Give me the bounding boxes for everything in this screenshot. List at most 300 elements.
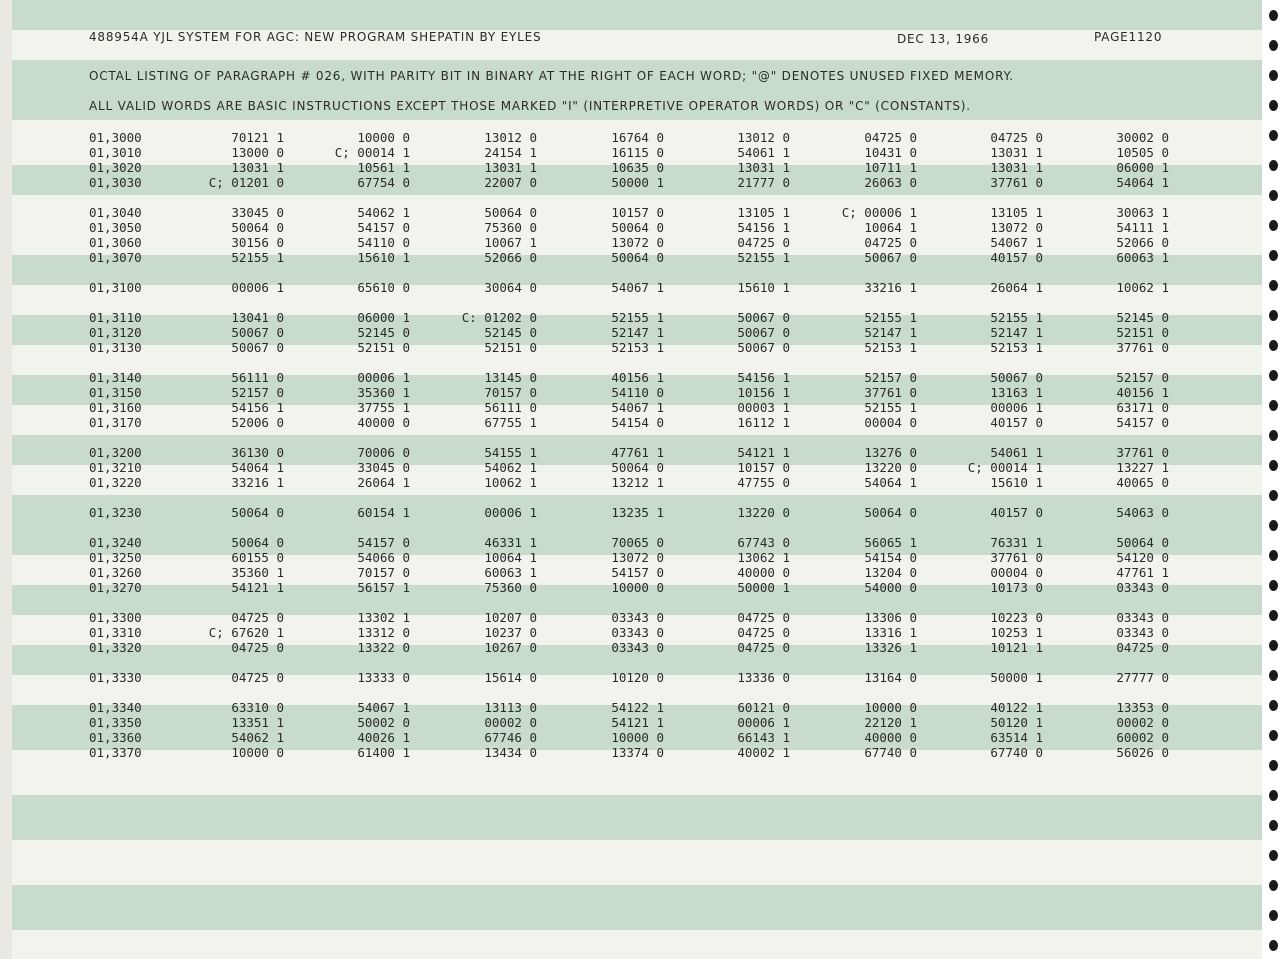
octal-word: 50064 0	[231, 535, 284, 550]
octal-word: 40157 0	[990, 250, 1043, 265]
feed-hole	[1269, 460, 1278, 471]
feed-hole	[1269, 430, 1278, 441]
listing-page	[12, 0, 1262, 959]
octal-word: 10000 0	[231, 745, 284, 760]
octal-word: 37761 0	[990, 550, 1043, 565]
row-address: 01,3000	[89, 130, 142, 145]
description-line-1: OCTAL LISTING OF PARAGRAPH # 026, WITH PARITY BIT IN BINARY AT THE RIGHT OF EACH WORD; "@" DENOTES UNUSED FIXED MEMORY.	[89, 69, 1014, 83]
feed-hole	[1269, 400, 1278, 411]
octal-word: 70006 0	[357, 445, 410, 460]
octal-word: 40156 1	[1116, 385, 1169, 400]
greenbar-band	[12, 885, 1262, 930]
octal-word: 13031 1	[737, 160, 790, 175]
row-address: 01,3300	[89, 610, 142, 625]
octal-word: 13164 0	[864, 670, 917, 685]
octal-word: 63514 1	[990, 730, 1043, 745]
octal-word: 16112 1	[737, 415, 790, 430]
row-address: 01,3140	[89, 370, 142, 385]
octal-word: 06000 1	[357, 310, 410, 325]
octal-word: 00003 1	[737, 400, 790, 415]
octal-word: 54120 0	[1116, 550, 1169, 565]
octal-word: 36130 0	[231, 445, 284, 460]
octal-word: 47761 1	[1116, 565, 1169, 580]
octal-word: 47755 0	[737, 475, 790, 490]
octal-word: 50000 1	[611, 175, 664, 190]
octal-word: 13062 1	[737, 550, 790, 565]
octal-word: 35360 1	[357, 385, 410, 400]
row-address: 01,3130	[89, 340, 142, 355]
octal-word: 13031 1	[990, 160, 1043, 175]
row-address: 01,3320	[89, 640, 142, 655]
row-address: 01,3210	[89, 460, 142, 475]
octal-word: 24154 1	[484, 145, 537, 160]
octal-word: 30002 0	[1116, 130, 1169, 145]
octal-word: 13163 1	[990, 385, 1043, 400]
octal-word: 03343 0	[611, 640, 664, 655]
octal-word: 10207 0	[484, 610, 537, 625]
octal-word: 26063 0	[864, 175, 917, 190]
octal-word: 56026 0	[1116, 745, 1169, 760]
feed-hole	[1269, 940, 1278, 951]
octal-word: 54061 1	[737, 145, 790, 160]
feed-hole	[1269, 160, 1278, 171]
octal-word: 54156 1	[737, 220, 790, 235]
octal-word: 15610 1	[990, 475, 1043, 490]
octal-word: 13333 0	[357, 670, 410, 685]
row-address: 01,3370	[89, 745, 142, 760]
row-address: 01,3150	[89, 385, 142, 400]
octal-word: 50067 0	[231, 325, 284, 340]
octal-word: 00002 0	[484, 715, 537, 730]
octal-word: 67746 0	[484, 730, 537, 745]
octal-word: 50067 0	[990, 370, 1043, 385]
octal-word: 10505 0	[1116, 145, 1169, 160]
octal-word: 13276 0	[864, 445, 917, 460]
octal-word: 10223 0	[990, 610, 1043, 625]
octal-word: 33045 0	[357, 460, 410, 475]
row-address: 01,3100	[89, 280, 142, 295]
row-address: 01,3030	[89, 175, 142, 190]
octal-word: 40156 1	[611, 370, 664, 385]
octal-word: 04725 0	[231, 640, 284, 655]
octal-word: 13316 1	[864, 625, 917, 640]
octal-word: 50064 0	[864, 505, 917, 520]
feed-hole	[1269, 730, 1278, 741]
octal-word: 67743 0	[737, 535, 790, 550]
octal-word: 40000 0	[864, 730, 917, 745]
octal-word: 13041 0	[231, 310, 284, 325]
octal-word: 75360 0	[484, 580, 537, 595]
octal-word: 70157 0	[357, 565, 410, 580]
octal-word: C; 67620 1	[208, 625, 284, 640]
octal-word: 13220 0	[737, 505, 790, 520]
octal-word: 35360 1	[231, 565, 284, 580]
octal-word: 10121 1	[990, 640, 1043, 655]
octal-word: 67755 1	[484, 415, 537, 430]
row-address: 01,3070	[89, 250, 142, 265]
octal-word: 00006 1	[357, 370, 410, 385]
feed-hole	[1269, 580, 1278, 591]
octal-word: 10431 0	[864, 145, 917, 160]
octal-word: 13374 0	[611, 745, 664, 760]
octal-word: 40157 0	[990, 415, 1043, 430]
row-address: 01,3010	[89, 145, 142, 160]
octal-word: 37761 0	[1116, 340, 1169, 355]
octal-word: 56111 0	[231, 370, 284, 385]
octal-word: 54061 1	[990, 445, 1043, 460]
row-address: 01,3340	[89, 700, 142, 715]
octal-word: 13302 1	[357, 610, 410, 625]
octal-word: 60002 0	[1116, 730, 1169, 745]
feed-hole	[1269, 130, 1278, 141]
row-address: 01,3240	[89, 535, 142, 550]
feed-hole	[1269, 640, 1278, 651]
octal-word: 10064 1	[484, 550, 537, 565]
octal-word: 37755 1	[357, 400, 410, 415]
octal-word: 52155 1	[231, 250, 284, 265]
feed-hole	[1269, 280, 1278, 291]
octal-word: 54110 0	[357, 235, 410, 250]
row-address: 01,3330	[89, 670, 142, 685]
octal-word: 52147 1	[990, 325, 1043, 340]
greenbar-band	[12, 795, 1262, 840]
octal-word: 04725 0	[737, 235, 790, 250]
row-address: 01,3350	[89, 715, 142, 730]
octal-word: 52153 1	[611, 340, 664, 355]
octal-word: 00002 0	[1116, 715, 1169, 730]
octal-word: 04725 0	[1116, 640, 1169, 655]
octal-word: 70157 0	[484, 385, 537, 400]
octal-word: 33045 0	[231, 205, 284, 220]
octal-word: 15614 0	[484, 670, 537, 685]
octal-word: 10064 1	[864, 220, 917, 235]
feed-hole	[1269, 70, 1278, 81]
octal-word: 13353 0	[1116, 700, 1169, 715]
octal-word: 13312 0	[357, 625, 410, 640]
octal-word: 13220 0	[864, 460, 917, 475]
octal-word: 60063 1	[484, 565, 537, 580]
row-address: 01,3050	[89, 220, 142, 235]
octal-word: 10067 1	[484, 235, 537, 250]
octal-word: 10173 0	[990, 580, 1043, 595]
octal-word: 52155 1	[737, 250, 790, 265]
octal-word: 15610 1	[737, 280, 790, 295]
octal-word: 60154 1	[357, 505, 410, 520]
feed-hole	[1269, 760, 1278, 771]
header-title: 488954A YJL SYSTEM FOR AGC: NEW PROGRAM SHEPATIN BY EYLES	[89, 30, 542, 44]
octal-word: 40000 0	[737, 565, 790, 580]
header-date: DEC 13, 1966	[897, 32, 990, 46]
octal-word: 50064 0	[1116, 535, 1169, 550]
octal-word: 54121 1	[611, 715, 664, 730]
octal-word: 03343 0	[1116, 625, 1169, 640]
octal-word: 60155 0	[231, 550, 284, 565]
octal-word: 54062 1	[484, 460, 537, 475]
row-address: 01,3230	[89, 505, 142, 520]
octal-word: C; 00014 1	[334, 145, 410, 160]
feed-hole	[1269, 880, 1278, 891]
octal-word: 54000 0	[864, 580, 917, 595]
octal-word: 50067 0	[737, 340, 790, 355]
octal-word: 67740 0	[864, 745, 917, 760]
octal-word: 13000 0	[231, 145, 284, 160]
octal-word: 03343 0	[611, 610, 664, 625]
octal-word: 10157 0	[737, 460, 790, 475]
octal-word: 37761 0	[1116, 445, 1169, 460]
row-address: 01,3060	[89, 235, 142, 250]
octal-word: 54156 1	[231, 400, 284, 415]
octal-word: 16115 0	[611, 145, 664, 160]
octal-word: 26064 1	[990, 280, 1043, 295]
octal-word: 13306 0	[864, 610, 917, 625]
octal-word: 50000 1	[990, 670, 1043, 685]
row-address: 01,3220	[89, 475, 142, 490]
octal-word: 06000 1	[1116, 160, 1169, 175]
octal-word: 26064 1	[357, 475, 410, 490]
octal-word: 13212 1	[611, 475, 664, 490]
octal-word: 13031 1	[484, 160, 537, 175]
octal-word: 30064 0	[484, 280, 537, 295]
octal-word: 50064 0	[611, 250, 664, 265]
octal-word: 10000 0	[611, 580, 664, 595]
octal-word: 50064 0	[611, 220, 664, 235]
octal-word: 10635 0	[611, 160, 664, 175]
octal-word: 50064 0	[484, 205, 537, 220]
octal-word: 54062 1	[231, 730, 284, 745]
octal-word: 60121 0	[737, 700, 790, 715]
octal-word: 54121 1	[737, 445, 790, 460]
octal-word: 40002 1	[737, 745, 790, 760]
octal-word: 52155 1	[864, 400, 917, 415]
octal-word: 30063 1	[1116, 205, 1169, 220]
octal-word: 54064 1	[864, 475, 917, 490]
row-address: 01,3040	[89, 205, 142, 220]
octal-word: 54067 1	[357, 700, 410, 715]
octal-word: 52153 1	[990, 340, 1043, 355]
row-address: 01,3310	[89, 625, 142, 640]
feed-hole	[1269, 340, 1278, 351]
row-address: 01,3020	[89, 160, 142, 175]
octal-word: 10062 1	[1116, 280, 1169, 295]
octal-word: 37761 0	[864, 385, 917, 400]
octal-word: 50120 1	[990, 715, 1043, 730]
tractor-feed-strip	[1262, 0, 1280, 959]
octal-word: 16764 0	[611, 130, 664, 145]
octal-word: 50002 0	[357, 715, 410, 730]
octal-word: 13072 0	[990, 220, 1043, 235]
octal-word: 13204 0	[864, 565, 917, 580]
octal-word: 10711 1	[864, 160, 917, 175]
octal-word: 54063 0	[1116, 505, 1169, 520]
octal-word: 13336 0	[737, 670, 790, 685]
octal-word: 52151 0	[484, 340, 537, 355]
octal-word: 54157 0	[1116, 415, 1169, 430]
octal-word: 10253 1	[990, 625, 1043, 640]
octal-word: C; 00014 1	[967, 460, 1043, 475]
octal-word: 54067 1	[611, 400, 664, 415]
octal-word: 50067 0	[737, 325, 790, 340]
feed-hole	[1269, 820, 1278, 831]
row-address: 01,3160	[89, 400, 142, 415]
octal-word: 04725 0	[737, 625, 790, 640]
octal-word: C; 00006 1	[841, 205, 917, 220]
octal-word: 13031 1	[231, 160, 284, 175]
octal-word: 56065 1	[864, 535, 917, 550]
row-address: 01,3200	[89, 445, 142, 460]
octal-word: 52157 0	[231, 385, 284, 400]
octal-word: 10237 0	[484, 625, 537, 640]
feed-hole	[1269, 100, 1278, 111]
row-address: 01,3360	[89, 730, 142, 745]
octal-word: 40122 1	[990, 700, 1043, 715]
octal-word: 54066 0	[357, 550, 410, 565]
octal-word: 63171 0	[1116, 400, 1169, 415]
octal-word: 50067 0	[231, 340, 284, 355]
octal-word: 70121 1	[231, 130, 284, 145]
octal-word: 00006 1	[484, 505, 537, 520]
octal-word: 13105 1	[737, 205, 790, 220]
greenbar-band	[12, 0, 1262, 30]
octal-word: 54062 1	[357, 205, 410, 220]
octal-word: 54154 0	[611, 415, 664, 430]
octal-word: 54067 1	[611, 280, 664, 295]
row-address: 01,3170	[89, 415, 142, 430]
octal-word: 47761 1	[611, 445, 664, 460]
row-address: 01,3260	[89, 565, 142, 580]
octal-word: 52066 0	[1116, 235, 1169, 250]
octal-word: 03343 0	[1116, 610, 1169, 625]
octal-word: 00004 0	[990, 565, 1043, 580]
octal-word: 54157 0	[357, 220, 410, 235]
octal-word: 52147 1	[864, 325, 917, 340]
octal-word: 10561 1	[357, 160, 410, 175]
description-line-2: ALL VALID WORDS ARE BASIC INSTRUCTIONS EXCEPT THOSE MARKED "I" (INTERPRETIVE OPERATOR WORDS) OR "C" (CONSTANTS).	[89, 99, 971, 113]
octal-word: 56111 0	[484, 400, 537, 415]
octal-word: 27777 0	[1116, 670, 1169, 685]
octal-word: 52145 0	[1116, 310, 1169, 325]
octal-word: 10156 1	[737, 385, 790, 400]
feed-hole	[1269, 10, 1278, 21]
octal-word: 52151 0	[357, 340, 410, 355]
row-address: 01,3250	[89, 550, 142, 565]
octal-word: 40065 0	[1116, 475, 1169, 490]
octal-word: 54110 0	[611, 385, 664, 400]
row-address: 01,3120	[89, 325, 142, 340]
octal-word: 30156 0	[231, 235, 284, 250]
octal-word: 76331 1	[990, 535, 1043, 550]
octal-word: 10000 0	[611, 730, 664, 745]
feed-hole	[1269, 790, 1278, 801]
row-address: 01,3110	[89, 310, 142, 325]
octal-word: 13072 0	[611, 550, 664, 565]
octal-word: 56157 1	[357, 580, 410, 595]
feed-hole	[1269, 220, 1278, 231]
octal-word: 03343 0	[611, 625, 664, 640]
octal-word: 52153 1	[864, 340, 917, 355]
octal-word: 52145 0	[357, 325, 410, 340]
octal-word: 13113 0	[484, 700, 537, 715]
octal-word: 52066 0	[484, 250, 537, 265]
octal-word: 67740 0	[990, 745, 1043, 760]
octal-word: 54156 1	[737, 370, 790, 385]
octal-word: 33216 1	[864, 280, 917, 295]
octal-word: 13012 0	[737, 130, 790, 145]
feed-hole	[1269, 610, 1278, 621]
octal-word: 46331 1	[484, 535, 537, 550]
octal-word: 10000 0	[864, 700, 917, 715]
octal-word: 04725 0	[864, 235, 917, 250]
octal-word: 40157 0	[990, 505, 1043, 520]
octal-word: 54064 1	[231, 460, 284, 475]
octal-word: 52147 1	[611, 325, 664, 340]
octal-word: 21777 0	[737, 175, 790, 190]
octal-word: 63310 0	[231, 700, 284, 715]
octal-word: 13105 1	[990, 205, 1043, 220]
octal-word: 13351 1	[231, 715, 284, 730]
octal-word: 13227 1	[1116, 460, 1169, 475]
octal-word: 00006 1	[737, 715, 790, 730]
feed-hole	[1269, 40, 1278, 51]
octal-word: 50067 0	[864, 250, 917, 265]
octal-word: 04725 0	[737, 610, 790, 625]
octal-word: 54155 1	[484, 445, 537, 460]
octal-word: 50064 0	[231, 220, 284, 235]
octal-word: 54154 0	[864, 550, 917, 565]
header-page: PAGE1120	[1094, 30, 1163, 44]
feed-hole	[1269, 850, 1278, 861]
octal-word: 33216 1	[231, 475, 284, 490]
octal-word: 00004 0	[864, 415, 917, 430]
octal-word: 54111 1	[1116, 220, 1169, 235]
feed-hole	[1269, 700, 1278, 711]
octal-word: 10062 1	[484, 475, 537, 490]
octal-word: 52155 1	[990, 310, 1043, 325]
octal-word: 15610 1	[357, 250, 410, 265]
feed-hole	[1269, 370, 1278, 381]
octal-word: 10267 0	[484, 640, 537, 655]
octal-word: 50064 0	[231, 505, 284, 520]
octal-word: 52155 1	[864, 310, 917, 325]
feed-hole	[1269, 550, 1278, 561]
octal-word: 70065 0	[611, 535, 664, 550]
octal-word: 10000 0	[357, 130, 410, 145]
feed-hole	[1269, 250, 1278, 261]
octal-word: 54121 1	[231, 580, 284, 595]
octal-word: 54064 1	[1116, 175, 1169, 190]
octal-word: 52157 0	[1116, 370, 1169, 385]
feed-hole	[1269, 910, 1278, 921]
feed-hole	[1269, 490, 1278, 501]
octal-word: 66143 1	[737, 730, 790, 745]
octal-word: 52157 0	[864, 370, 917, 385]
octal-word: 00006 1	[990, 400, 1043, 415]
feed-hole	[1269, 190, 1278, 201]
octal-word: 37761 0	[990, 175, 1043, 190]
octal-word: 00006 1	[231, 280, 284, 295]
octal-word: 60063 1	[1116, 250, 1169, 265]
octal-word: 13322 0	[357, 640, 410, 655]
octal-word: 10120 0	[611, 670, 664, 685]
octal-word: 52151 0	[1116, 325, 1169, 340]
octal-word: 52155 1	[611, 310, 664, 325]
octal-word: 61400 1	[357, 745, 410, 760]
octal-word: 13326 1	[864, 640, 917, 655]
octal-word: 13434 0	[484, 745, 537, 760]
octal-word: 13031 1	[990, 145, 1043, 160]
octal-word: 50064 0	[611, 460, 664, 475]
octal-word: 13235 1	[611, 505, 664, 520]
octal-word: 04725 0	[990, 130, 1043, 145]
